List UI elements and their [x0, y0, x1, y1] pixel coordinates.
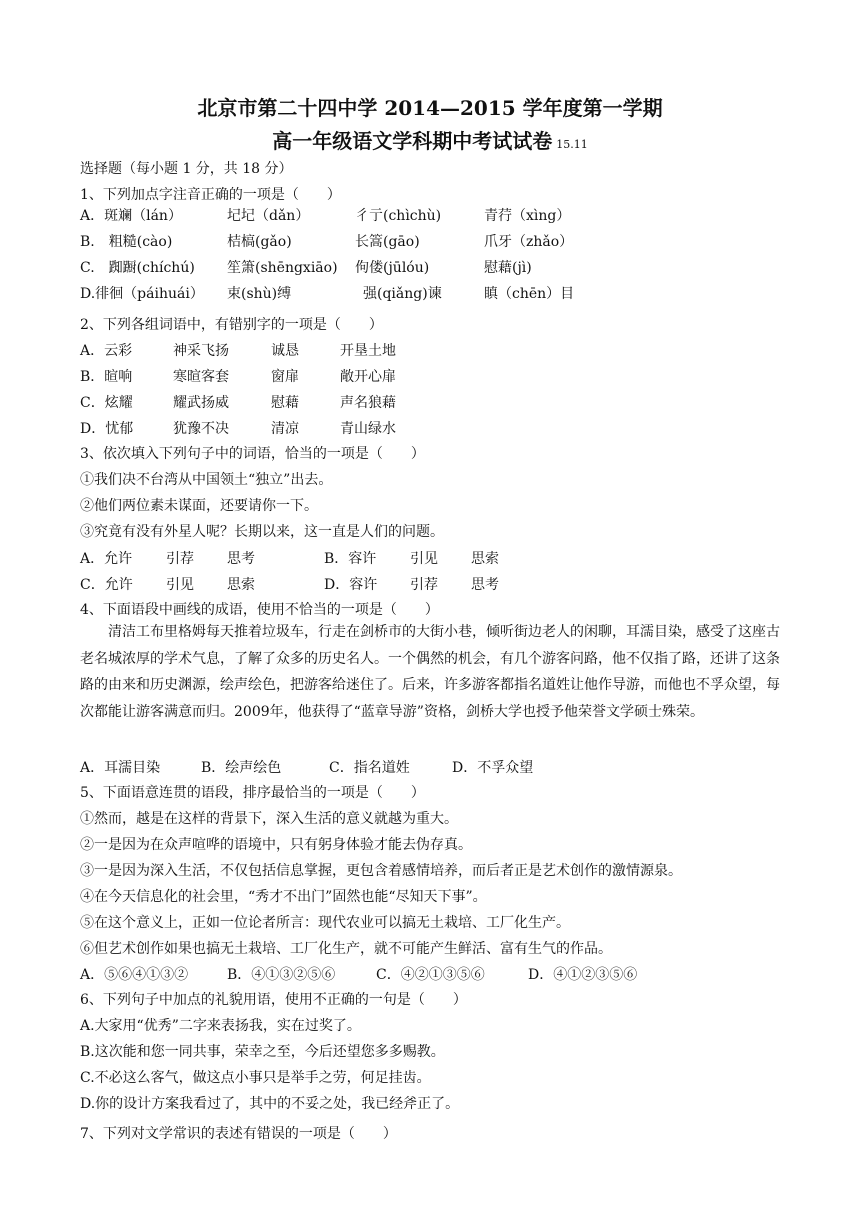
q3-option: 思考: [227, 551, 255, 567]
q5-stem: 5、下面语意连贯的语段，排序最恰当的一项是（ ）: [80, 785, 425, 801]
q1-option: 爪牙（zhǎo）: [484, 234, 574, 250]
q1-option: 束(shù)缚: [227, 286, 292, 302]
q2-option: 慰藉: [271, 395, 299, 411]
q4-option: A．耳濡目染: [80, 760, 161, 776]
q3-stem: 3、依次填入下列句子中的词语，恰当的一项是（ ）: [80, 446, 425, 462]
q7-stem: 7、下列对文学常识的表述有错误的一项是（ ）: [80, 1126, 397, 1142]
q3-option: C．允许: [80, 577, 133, 593]
q1-option: 青荇（xìng）: [484, 208, 571, 224]
q3-option: B．容许: [324, 551, 377, 567]
q3-option: 引见: [410, 551, 438, 567]
q1-stem: 1、下列加点字注音正确的一项是（ ）: [80, 187, 341, 203]
q2-option: 青山绿水: [340, 421, 396, 437]
q2-option: 犹豫不决: [173, 421, 229, 437]
q5-sentence: ④在今天信息化的社会里，“秀才不出门”固然也能“尽知天下事”。: [80, 889, 487, 905]
q3-sentence: ②他们两位素未谋面，还要请你一下。: [80, 498, 318, 514]
q1-option: 彳亍(chìchù): [355, 208, 442, 224]
q2-option: D．忧郁: [80, 421, 134, 437]
q2-option: 寒暄客套: [173, 369, 229, 385]
q1-option: A．斑斓（lán）: [80, 208, 182, 224]
q5-sentence: ⑤在这个意义上，正如一位论者所言：现代农业可以搞无土栽培、工厂化生产。: [80, 915, 570, 931]
q1-option: C. 踟蹰(chíchú): [80, 260, 195, 276]
q5-option: D．④①②③⑤⑥: [528, 967, 638, 983]
q2-option: 诚恳: [271, 343, 299, 359]
q6-sentence: D.你的设计方案我看过了，其中的不妥之处，我已经斧正了。: [80, 1096, 460, 1112]
q2-option: B．暄响: [80, 369, 133, 385]
q2-option: 敞开心扉: [340, 369, 396, 385]
q1-option: B. 粗糙(cào): [80, 234, 173, 250]
q2-option: 耀武扬威: [173, 395, 229, 411]
section-heading: 选择题（每小题 1 分，共 18 分）: [80, 161, 293, 177]
q5-sentence: ②一是因为在众声喧哗的语境中，只有躬身体验才能去伪存真。: [80, 837, 472, 853]
q2-option: 窗扉: [271, 369, 299, 385]
q6-sentence: C.不必这么客气，做这点小事只是举手之劳，何足挂齿。: [80, 1070, 431, 1086]
q4-option: B．绘声绘色: [201, 760, 282, 776]
q1-option: 长篙(gāo): [355, 234, 420, 250]
q3-option: A．允许: [80, 551, 133, 567]
q3-sentence: ①我们决不台湾从中国领土“独立”出去。: [80, 472, 333, 488]
q2-option: 清凉: [271, 421, 299, 437]
q5-sentence: ⑥但艺术创作如果也搞无土栽培、工厂化生产，就不可能产生鲜活、富有生气的作品。: [80, 941, 612, 957]
q1-option: 笙箫(shēngxiāo): [227, 260, 338, 276]
q3-option: 思索: [471, 551, 499, 567]
q6-sentence: B.这次能和您一同共事，荣幸之至，今后还望您多多赐教。: [80, 1044, 445, 1060]
q4-option: D．不孚众望: [452, 760, 534, 776]
q6-stem: 6、下列句子中加点的礼貌用语，使用不正确的一句是（ ）: [80, 992, 467, 1008]
q3-option: 思考: [471, 577, 499, 593]
q1-option: D.徘徊（páihuái）: [80, 286, 204, 302]
q4-stem: 4、下面语段中画线的成语，使用不恰当的一项是（ ）: [80, 602, 439, 618]
q2-option: 开垦土地: [340, 343, 396, 359]
q2-option: 声名狼藉: [340, 395, 396, 411]
q5-sentence: ③一是因为深入生活，不仅包括信息掌握，更包含着感情培养，而后者正是艺术创作的激情源泉。: [80, 863, 682, 879]
q5-option: B．④①③②⑤⑥: [227, 967, 336, 983]
q1-option: 强(qiǎng)谏: [363, 286, 442, 302]
q1-option: 瞋（chēn）目: [484, 286, 575, 302]
exam-title: 北京市第二十四中学 2014—2015 学年度第一学期: [197, 96, 663, 120]
exam-subtitle-text: 高一年级语文学科期中考试试卷: [272, 129, 553, 153]
q5-option: A．⑤⑥④①③②: [80, 967, 189, 983]
q5-option: C．④②①③⑤⑥: [376, 967, 485, 983]
q6-sentence: A.大家用“优秀”二字来表扬我，实在过奖了。: [80, 1018, 361, 1034]
date-tag: 15.11: [556, 138, 588, 151]
q3-option: 引见: [166, 577, 194, 593]
q4-passage: [80, 619, 792, 725]
q2-stem: 2、下列各组词语中，有错别字的一项是（ ）: [80, 317, 383, 333]
q2-option: A．云彩: [80, 343, 133, 359]
q3-sentence: ③究竟有没有外星人呢？长期以来，这一直是人们的问题。: [80, 524, 444, 540]
q3-option: D．容许: [324, 577, 378, 593]
q3-option: 思索: [227, 577, 255, 593]
q3-option: 引荐: [410, 577, 438, 593]
q3-option: 引荐: [166, 551, 194, 567]
q2-option: 神采飞扬: [173, 343, 229, 359]
q1-option: 圮圮（dǎn）: [227, 208, 310, 224]
q4-option: C．指名道姓: [329, 760, 410, 776]
exam-subtitle: [0, 128, 860, 158]
q1-option: 慰藉(jì): [484, 260, 532, 276]
q4-passage-text: 清洁工布里格姆每天推着垃圾车，行走在剑桥市的大街小巷，倾听街边老人的闲聊，耳濡目染，感受了这座古老名城浓厚的学术气息，了解了众多的历史名人。一个偶然的机会，有几个游客问路，他不仅指了路，还讲了这条路的由来和历史渊源，绘声绘色，把游客给迷住了。后来，许多游客都指名道姓让他作导游，而他也不孚众望，每次都能让游客满意而归。2009年，他获得了“蓝章导游”资格，剑桥大学也授予他荣誉文学硕士殊荣。: [80, 624, 780, 720]
q5-sentence: ①然而，越是在这样的背景下，深入生活的意义就越为重大。: [80, 811, 458, 827]
q1-option: 佝偻(jūlóu): [355, 260, 430, 276]
q2-option: C．炫耀: [80, 395, 133, 411]
q1-option: 桔槁(gǎo): [227, 234, 292, 250]
